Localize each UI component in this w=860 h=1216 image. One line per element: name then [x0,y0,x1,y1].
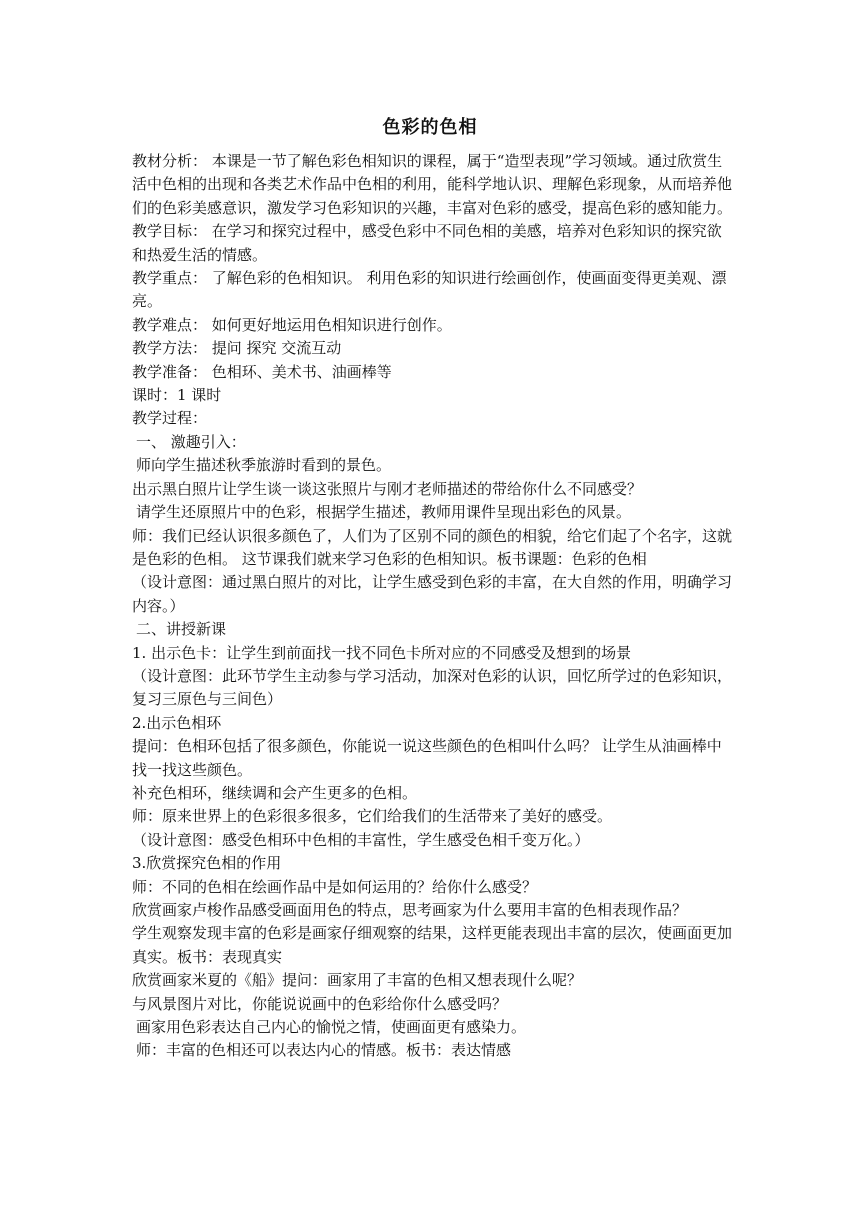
paragraph: 欣赏画家卢梭作品感受画面用色的特点，思考画家为什么要用丰富的色相表现作品？ [132,901,688,919]
document-title: 色彩的色相 [382,117,478,138]
paragraph: 请学生还原照片中的色彩，根据学生描述，教师用课件呈现出彩色的风景。 [136,503,632,522]
subsection-heading: 2.出示色相环 [132,713,222,732]
document-body [132,150,732,1063]
section-heading-2: 二、讲授新课 [136,620,227,639]
design-intent-note: （设计意图：通过黑白照片的对比，让学生感受到色彩的丰富，在大自然的作用，明确学习内容。） [132,573,733,615]
paragraph: 师向学生描述秋季旅游时看到的景色。 [136,456,392,475]
paragraph-process-heading: 教学过程： [132,409,208,428]
paragraph: 学生观察发现丰富的色彩是画家仔细观察的结果，这样更能表现出丰富的层次，使画面更加真实。板书：表现真实 [132,924,733,966]
paragraph: 1. 出示色卡：让学生到前面找一找不同色卡所对应的不同感受及想到的场景 [132,643,632,662]
paragraph-difficulty: 教学难点： 如何更好地运用色相知识进行创作。 [132,315,452,334]
paragraph: 与风景图片对比，你能说说画中的色彩给你什么感受吗？ [132,994,508,1013]
paragraph: 出示黑白照片让学生谈一谈这张照片与刚才老师描述的带给你什么不同感受？ [132,479,643,498]
paragraph-duration: 课时：1 课时 [132,386,222,405]
paragraph: 提问：色相环包括了很多颜色，你能说一说这些颜色的色相叫什么吗？ 让学生从油画棒中找一找这些颜色。 [132,737,722,779]
section-heading-1: 一、 激趣引入： [136,432,246,451]
subsection-heading: 3.欣赏探究色相的作用 [132,854,282,873]
design-intent-note: （设计意图：此环节学生主动参与学习活动，加深对色彩的认识，回忆所学过的色彩知识，复习三原色与三间色） [132,666,733,709]
paragraph-analysis: 教材分析： 本课是一节了解色彩色相知识的课程，属于“造型表现”学习领域。通过欣赏生活中色相的出现和各类艺术作品中色相的利用，能科学地认识、理解色彩现象，从而培养他们的色彩美感意识，激发学习色彩知识的兴趣，丰富对色彩的感受，提高色彩的感知能力。 [132,152,733,217]
paragraph-method: 教学方法： 提问 探究 交流互动 [132,339,342,358]
paragraph: 欣赏画家米夏的《船》提问：画家用了丰富的色相又想表现什么呢？ [132,971,583,990]
paragraph-preparation: 教学准备： 色相环、美术书、油画棒等 [132,362,392,381]
paragraph: 补充色相环，继续调和会产生更多的色相。 [132,783,418,802]
paragraph: 师：不同的色相在绘画作品中是如何运用的？给你什么感受？ [132,877,538,896]
design-intent-note: （设计意图：感受色相环中色相的丰富性，学生感受色相千变万化。） [132,830,590,849]
paragraph: 师：丰富的色相还可以表达内心的情感。板书：表达情感 [136,1041,512,1060]
paragraph: 画家用色彩表达自己内心的愉悦之情，使画面更有感染力。 [136,1018,527,1037]
paragraph-key-point: 教学重点： 了解色彩的色相知识。 利用色彩的知识进行绘画创作，使画面变得更美观、漂亮。 [132,269,727,311]
paragraph: 师：我们已经认识很多颜色了，人们为了区别不同的颜色的相貌，给它们起了个名字，这就是色彩的色相。 这节课我们就来学习色彩的色相知识。板书课题：色彩的色相 [132,526,733,568]
paragraph-goal: 教学目标： 在学习和探究过程中，感受色彩中不同色相的美感，培养对色彩知识的探究欲和热爱生活的情感。 [132,222,722,264]
paragraph: 师：原来世界上的色彩很多很多，它们给我们的生活带来了美好的感受。 [132,807,613,826]
